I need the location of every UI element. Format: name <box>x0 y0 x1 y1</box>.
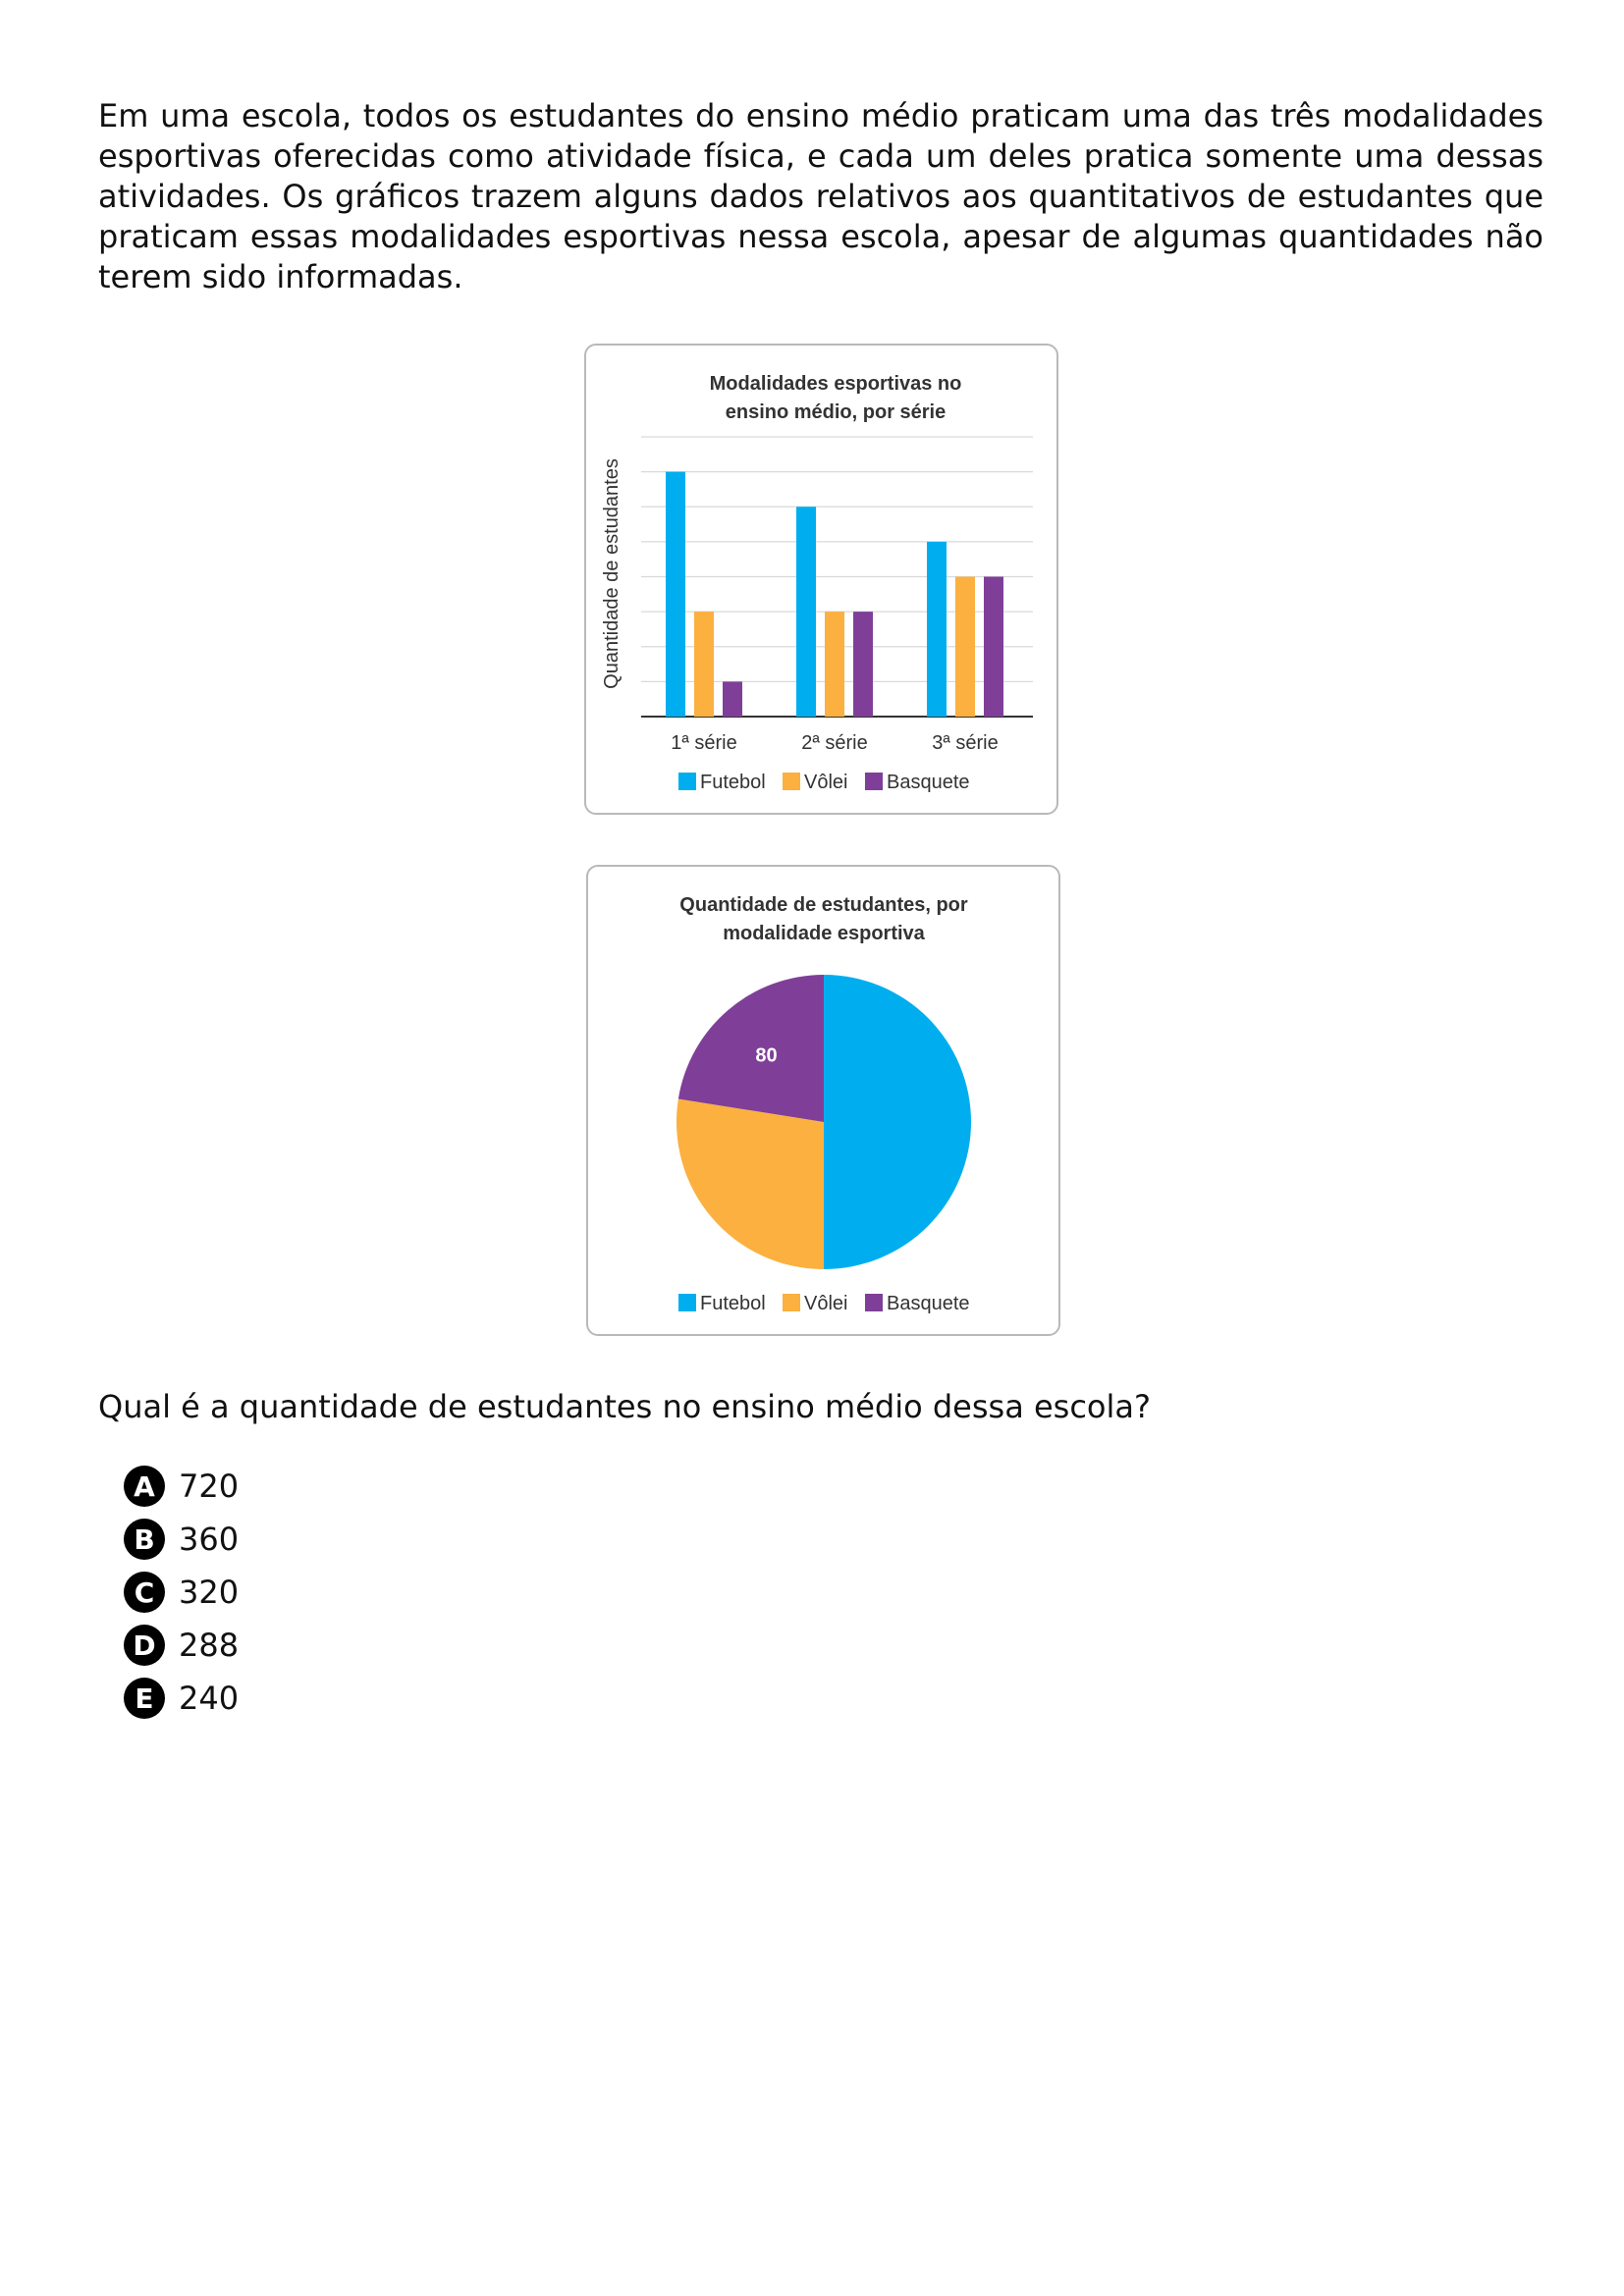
option-a-value: 720 <box>179 1468 240 1505</box>
option-d[interactable] <box>124 1619 239 1672</box>
bar-chart-card <box>584 344 1058 815</box>
legend-swatch-futebol <box>678 1294 696 1311</box>
bar-basquete-2 <box>853 612 873 717</box>
option-c[interactable] <box>124 1566 239 1619</box>
option-e[interactable] <box>124 1672 239 1725</box>
option-b-value: 360 <box>179 1521 240 1558</box>
legend-swatch-volei <box>783 773 800 790</box>
pie-slice-basquete <box>678 975 824 1122</box>
legend-swatch-volei <box>783 1294 800 1311</box>
legend-label-volei: Vôlei <box>804 1293 848 1314</box>
option-e-letter-icon: E <box>124 1678 165 1719</box>
question-text: Qual é a quantidade de estudantes no ensino médio dessa escola? <box>98 1388 1151 1425</box>
answer-options <box>124 1460 239 1725</box>
pie-chart-card <box>586 865 1060 1336</box>
pie-chart-title-line-1: Quantidade de estudantes, por <box>679 894 968 916</box>
legend-swatch-basquete <box>865 773 883 790</box>
option-d-letter-icon: D <box>124 1625 165 1666</box>
bar-chart <box>586 346 1058 815</box>
x-tick-label-2: 2ª série <box>801 732 868 754</box>
option-d-value: 288 <box>179 1627 240 1664</box>
pie-chart <box>588 867 1060 1336</box>
bar-volei-1 <box>694 612 714 717</box>
legend-label-futebol: Futebol <box>700 772 766 793</box>
option-a-letter-icon: A <box>124 1466 165 1507</box>
bar-basquete-1 <box>723 681 742 717</box>
legend-swatch-futebol <box>678 773 696 790</box>
option-c-letter-icon: C <box>124 1572 165 1613</box>
pie-slice-futebol <box>824 975 971 1269</box>
x-tick-label-3: 3ª série <box>932 732 999 754</box>
option-b[interactable] <box>124 1513 239 1566</box>
x-tick-label-1: 1ª série <box>671 732 737 754</box>
bar-volei-2 <box>825 612 844 717</box>
pie-chart-title-line-2: modalidade esportiva <box>723 923 925 944</box>
y-axis-label: Quantidade de estudantes <box>601 458 623 689</box>
pie-slice-label-basquete: 80 <box>755 1044 778 1067</box>
legend-label-basquete: Basquete <box>887 772 970 793</box>
legend-swatch-basquete <box>865 1294 883 1311</box>
question-intro: Em uma escola, todos os estudantes do ensino médio praticam uma das três modalidades esportivas oferecidas como atividade física, e cada um deles pratica somente uma dessas atividades. Os gráficos trazem alguns dados relativos aos quantitativos de estudantes que praticam essas modalidades esportivas nessa escola, apesar de algumas quantidades não terem sido informadas. <box>98 97 1543 295</box>
legend-label-volei: Vôlei <box>804 772 848 793</box>
pie-slice-volei <box>677 1099 824 1269</box>
bar-basquete-3 <box>984 577 1003 718</box>
option-e-value: 240 <box>179 1680 240 1717</box>
bar-chart-title-line-1: Modalidades esportivas no <box>709 373 962 395</box>
option-b-letter-icon: B <box>124 1519 165 1560</box>
bar-futebol-1 <box>666 472 685 717</box>
bar-futebol-2 <box>796 507 816 717</box>
bar-volei-3 <box>955 577 975 718</box>
bar-chart-title-line-2: ensino médio, por série <box>725 401 947 423</box>
legend-label-futebol: Futebol <box>700 1293 766 1314</box>
legend-label-basquete: Basquete <box>887 1293 970 1314</box>
option-c-value: 320 <box>179 1574 240 1611</box>
option-a[interactable] <box>124 1460 239 1513</box>
bar-futebol-3 <box>927 542 947 717</box>
